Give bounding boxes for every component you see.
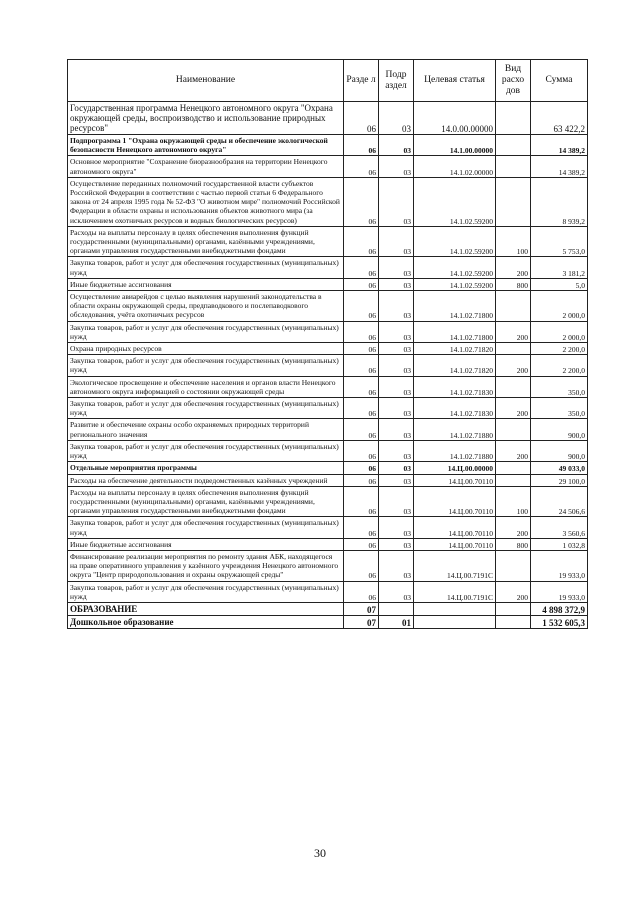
column-header-name: Наименование xyxy=(68,60,344,102)
table-row xyxy=(68,419,588,440)
table-row xyxy=(68,440,588,461)
cell-name: Закупка товаров, работ и услуг для обеспечения государственных (муниципальных) нужд xyxy=(68,581,344,602)
page-number: 30 xyxy=(314,846,326,860)
cell-target-article: 14.0.00.00000 xyxy=(414,102,496,135)
cell-target-article: 14.1.02.00000 xyxy=(414,156,496,177)
cell-subsection: 03 xyxy=(379,538,414,550)
cell-expense-type: 800 xyxy=(496,538,531,550)
cell-amount: 350,0 xyxy=(531,376,588,397)
cell-amount: 1 032,8 xyxy=(531,538,588,550)
cell-amount: 5 753,0 xyxy=(531,226,588,257)
cell-target-article: 14.1.00.00000 xyxy=(414,135,496,156)
cell-amount: 8 939,2 xyxy=(531,177,588,226)
cell-subsection: 03 xyxy=(379,581,414,602)
cell-subsection: 03 xyxy=(379,474,414,486)
cell-section: 06 xyxy=(344,321,379,342)
cell-expense-type xyxy=(496,156,531,177)
cell-target-article: 14.Ц.00.7191С xyxy=(414,550,496,581)
cell-subsection: 03 xyxy=(379,156,414,177)
cell-name: Подпрограмма 1 "Охрана окружающей среды и обеспечение экологической безопасности Ненецкого автономного округа" xyxy=(68,135,344,156)
cell-target-article: 14.Ц.00.70110 xyxy=(414,486,496,517)
cell-section: 06 xyxy=(344,419,379,440)
table-row xyxy=(68,398,588,419)
table-row xyxy=(68,343,588,355)
cell-expense-type xyxy=(496,343,531,355)
cell-expense-type xyxy=(496,291,531,322)
cell-target-article: 14.1.02.71880 xyxy=(414,440,496,461)
table-row xyxy=(68,474,588,486)
table-header-row xyxy=(68,60,588,102)
cell-subsection: 03 xyxy=(379,419,414,440)
cell-expense-type: 200 xyxy=(496,581,531,602)
cell-subsection: 03 xyxy=(379,177,414,226)
cell-expense-type xyxy=(496,177,531,226)
cell-section: 06 xyxy=(344,291,379,322)
cell-subsection: 03 xyxy=(379,355,414,376)
cell-amount: 63 422,2 xyxy=(531,102,588,135)
cell-target-article xyxy=(414,602,496,615)
cell-subsection: 03 xyxy=(379,398,414,419)
cell-section: 06 xyxy=(344,440,379,461)
cell-section: 06 xyxy=(344,257,379,278)
cell-name: Осуществление переданных полномочий государственной власти субъектов Российской Федерации в соответствии с частью первой статьи 6 Федерального закона от 24 апреля 1995 года № 52-ФЗ "О животном мире" полномочий Российской Федерации в области охраны и использования объектов животного мира (за исключением охотничьих ресурсов и водных биологических ресурсов) xyxy=(68,177,344,226)
cell-section: 06 xyxy=(344,343,379,355)
cell-name: Развитие и обеспечение охраны особо охраняемых природных территорий регионального значения xyxy=(68,419,344,440)
cell-target-article: 14.1.02.71880 xyxy=(414,419,496,440)
cell-section: 06 xyxy=(344,517,379,538)
cell-name: Отдельные мероприятия программы xyxy=(68,462,344,474)
table-row xyxy=(68,355,588,376)
table-row xyxy=(68,321,588,342)
table-row xyxy=(68,177,588,226)
cell-section: 06 xyxy=(344,398,379,419)
cell-subsection: 03 xyxy=(379,440,414,461)
table-row xyxy=(68,278,588,290)
cell-amount: 3 560,6 xyxy=(531,517,588,538)
column-header-amount: Сумма xyxy=(531,60,588,102)
cell-expense-type: 800 xyxy=(496,278,531,290)
cell-target-article: 14.1.02.71830 xyxy=(414,398,496,419)
cell-amount: 2 000,0 xyxy=(531,321,588,342)
column-header-expense-type: Вид расхо дов xyxy=(496,60,531,102)
cell-name: Иные бюджетные ассигнования xyxy=(68,278,344,290)
cell-expense-type: 200 xyxy=(496,517,531,538)
cell-name: Осуществление авиарейдов с целью выявления нарушений законодательства в области охраны окружающей среды, предпаводкового и послепаводкового обследования, учёта охотничьих ресурсов xyxy=(68,291,344,322)
cell-name: Государственная программа Ненецкого автономного округа "Охрана окружающей среды, воспроизводство и использование природных ресурсов" xyxy=(68,102,344,135)
cell-expense-type xyxy=(496,615,531,628)
cell-subsection xyxy=(379,602,414,615)
table-row xyxy=(68,257,588,278)
cell-name: Дошкольное образование xyxy=(68,615,344,628)
cell-expense-type xyxy=(496,102,531,135)
cell-amount: 900,0 xyxy=(531,440,588,461)
cell-name: Основное мероприятие "Сохранение биоразнообразия на территории Ненецкого автономного округа" xyxy=(68,156,344,177)
cell-subsection: 03 xyxy=(379,462,414,474)
cell-section: 06 xyxy=(344,135,379,156)
budget-table xyxy=(67,59,588,629)
cell-target-article: 14.Ц.00.70110 xyxy=(414,517,496,538)
cell-target-article: 14.1.02.71800 xyxy=(414,321,496,342)
cell-expense-type xyxy=(496,376,531,397)
table-row xyxy=(68,135,588,156)
cell-target-article: 14.Ц.00.00000 xyxy=(414,462,496,474)
cell-target-article: 14.Ц.00.70110 xyxy=(414,474,496,486)
cell-section: 06 xyxy=(344,226,379,257)
cell-section: 06 xyxy=(344,376,379,397)
table-row xyxy=(68,156,588,177)
cell-amount: 3 181,2 xyxy=(531,257,588,278)
cell-target-article: 14.1.02.59200 xyxy=(414,226,496,257)
cell-target-article: 14.1.02.71800 xyxy=(414,291,496,322)
cell-expense-type xyxy=(496,135,531,156)
cell-name: Охрана природных ресурсов xyxy=(68,343,344,355)
cell-target-article: 14.1.02.59200 xyxy=(414,278,496,290)
cell-target-article: 14.1.02.71820 xyxy=(414,343,496,355)
cell-subsection: 01 xyxy=(379,615,414,628)
column-header-subsection: Подр аздел xyxy=(379,60,414,102)
cell-amount: 2 200,0 xyxy=(531,355,588,376)
cell-expense-type xyxy=(496,602,531,615)
table-row xyxy=(68,462,588,474)
cell-section: 06 xyxy=(344,156,379,177)
cell-expense-type: 200 xyxy=(496,398,531,419)
cell-amount: 900,0 xyxy=(531,419,588,440)
cell-expense-type: 100 xyxy=(496,486,531,517)
cell-name: Закупка товаров, работ и услуг для обеспечения государственных (муниципальных) нужд xyxy=(68,321,344,342)
cell-amount: 4 898 372,9 xyxy=(531,602,588,615)
cell-amount: 350,0 xyxy=(531,398,588,419)
cell-name: Закупка товаров, работ и услуг для обеспечения государственных (муниципальных) нужд xyxy=(68,398,344,419)
cell-expense-type: 100 xyxy=(496,226,531,257)
cell-subsection: 03 xyxy=(379,226,414,257)
cell-subsection: 03 xyxy=(379,102,414,135)
cell-amount: 24 506,6 xyxy=(531,486,588,517)
cell-subsection: 03 xyxy=(379,257,414,278)
cell-name: Расходы на обеспечение деятельности подведомственных казённых учреждений xyxy=(68,474,344,486)
table-row xyxy=(68,517,588,538)
cell-target-article xyxy=(414,615,496,628)
cell-section: 06 xyxy=(344,177,379,226)
cell-section: 06 xyxy=(344,355,379,376)
cell-subsection: 03 xyxy=(379,343,414,355)
cell-section: 06 xyxy=(344,278,379,290)
table-row xyxy=(68,602,588,615)
table-row xyxy=(68,486,588,517)
cell-amount: 1 532 605,3 xyxy=(531,615,588,628)
column-header-section: Разде л xyxy=(344,60,379,102)
cell-expense-type xyxy=(496,550,531,581)
cell-target-article: 14.1.02.71830 xyxy=(414,376,496,397)
cell-name: Экологическое просвещение и обеспечение населения и органов власти Ненецкого автономного округа информацией о состоянии окружающей среды xyxy=(68,376,344,397)
cell-expense-type xyxy=(496,419,531,440)
cell-amount: 29 100,0 xyxy=(531,474,588,486)
cell-subsection: 03 xyxy=(379,376,414,397)
cell-section: 06 xyxy=(344,486,379,517)
cell-name: Закупка товаров, работ и услуг для обеспечения государственных (муниципальных) нужд xyxy=(68,355,344,376)
cell-subsection: 03 xyxy=(379,291,414,322)
cell-name: Закупка товаров, работ и услуг для обеспечения государственных (муниципальных) нужд xyxy=(68,517,344,538)
cell-section: 06 xyxy=(344,474,379,486)
cell-amount: 49 033,0 xyxy=(531,462,588,474)
cell-target-article: 14.1.02.71820 xyxy=(414,355,496,376)
cell-amount: 14 389,2 xyxy=(531,135,588,156)
cell-expense-type xyxy=(496,474,531,486)
cell-amount: 2 000,0 xyxy=(531,291,588,322)
cell-name: Закупка товаров, работ и услуг для обеспечения государственных (муниципальных) нужд xyxy=(68,440,344,461)
cell-amount: 2 200,0 xyxy=(531,343,588,355)
cell-expense-type: 200 xyxy=(496,321,531,342)
cell-section: 07 xyxy=(344,602,379,615)
cell-section: 06 xyxy=(344,462,379,474)
cell-name: Финансирование реализации мероприятия по ремонту здания АБК, находящегося на праве оперативного управления у казённого учреждения Ненецкого автономного округа "Центр природопользования и охраны окружающей среды" xyxy=(68,550,344,581)
cell-amount: 5,0 xyxy=(531,278,588,290)
cell-subsection: 03 xyxy=(379,550,414,581)
cell-section: 06 xyxy=(344,538,379,550)
cell-expense-type: 200 xyxy=(496,257,531,278)
cell-subsection: 03 xyxy=(379,321,414,342)
cell-expense-type: 200 xyxy=(496,440,531,461)
cell-name: Расходы на выплаты персоналу в целях обеспечения выполнения функций государственными (муниципальными) органами, казёнными учреждениями, органами управления государственными внебюджетными фондами xyxy=(68,486,344,517)
cell-target-article: 14.Ц.00.7191С xyxy=(414,581,496,602)
table-row xyxy=(68,615,588,628)
table-row xyxy=(68,102,588,135)
cell-subsection: 03 xyxy=(379,517,414,538)
cell-section: 07 xyxy=(344,615,379,628)
cell-expense-type: 200 xyxy=(496,355,531,376)
cell-subsection: 03 xyxy=(379,486,414,517)
cell-section: 06 xyxy=(344,550,379,581)
cell-amount: 19 933,0 xyxy=(531,550,588,581)
table-row xyxy=(68,581,588,602)
cell-name: Закупка товаров, работ и услуг для обеспечения государственных (муниципальных) нужд xyxy=(68,257,344,278)
cell-name: Расходы на выплаты персоналу в целях обеспечения выполнения функций государственными (муниципальными) органами, казёнными учреждениями, органами управления государственными внебюджетными фондами xyxy=(68,226,344,257)
cell-amount: 14 389,2 xyxy=(531,156,588,177)
cell-subsection: 03 xyxy=(379,278,414,290)
table-row xyxy=(68,538,588,550)
cell-section: 06 xyxy=(344,102,379,135)
table-row xyxy=(68,550,588,581)
cell-subsection: 03 xyxy=(379,135,414,156)
table-row xyxy=(68,226,588,257)
cell-target-article: 14.Ц.00.70110 xyxy=(414,538,496,550)
cell-target-article: 14.1.02.59200 xyxy=(414,177,496,226)
cell-name: Иные бюджетные ассигнования xyxy=(68,538,344,550)
table-row xyxy=(68,376,588,397)
cell-target-article: 14.1.02.59200 xyxy=(414,257,496,278)
table-row xyxy=(68,291,588,322)
cell-name: ОБРАЗОВАНИЕ xyxy=(68,602,344,615)
cell-amount: 19 933,0 xyxy=(531,581,588,602)
cell-section: 06 xyxy=(344,581,379,602)
column-header-target-article: Целевая статья xyxy=(414,60,496,102)
table-body xyxy=(68,102,588,629)
cell-expense-type xyxy=(496,462,531,474)
